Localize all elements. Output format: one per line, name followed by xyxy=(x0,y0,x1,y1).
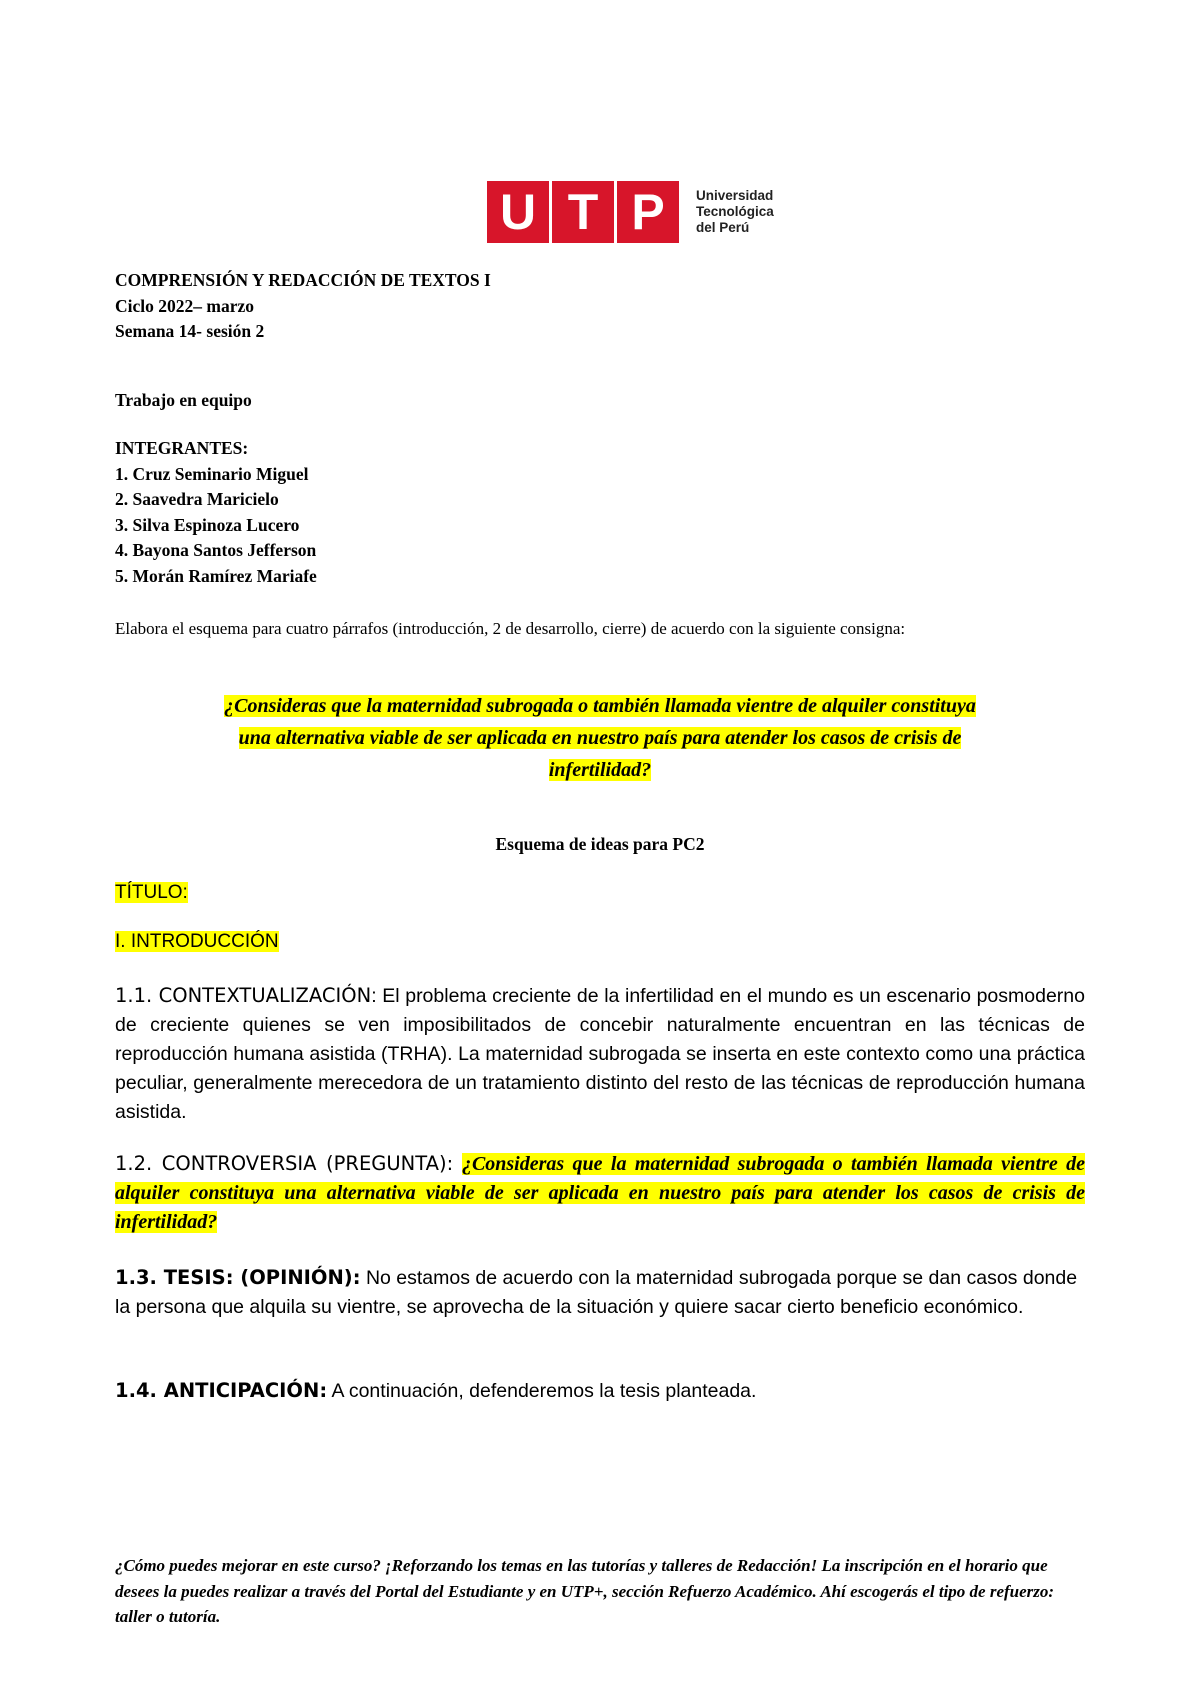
section-contextualizacion xyxy=(115,981,1085,1127)
logo-letter-u: U xyxy=(487,181,549,243)
member-item: 2. Saavedra Maricielo xyxy=(115,489,279,509)
prompt-question xyxy=(120,690,1080,786)
section-text: A continuación, defenderemos la tesis planteada. xyxy=(331,1380,757,1402)
section-label: 1.2. CONTROVERSIA (PREGUNTA): xyxy=(115,1152,454,1175)
members-label: INTEGRANTES: xyxy=(115,438,249,458)
member-item: 4. Bayona Santos Jefferson xyxy=(115,540,317,560)
logo-letter-p: P xyxy=(617,181,679,243)
question-line: ¿Consideras que la maternidad subrogada o también llamada vientre de alquiler constituya xyxy=(224,695,976,717)
schema-title: Esquema de ideas para PC2 xyxy=(495,834,705,854)
utp-logo xyxy=(487,181,774,243)
footer-note: ¿Cómo puedes mejorar en este curso? ¡Reforzando los temas en las tutorías y talleres de Redacción! La inscripción en el horario que desees la puedes realizar a través del Portal del Estudiante y en UTP+, sección Refuerzo Académico. Ahí escogerás el tipo de refuerzo: taller o tutoría. xyxy=(115,1556,1055,1626)
logo-letter-t: T xyxy=(552,181,614,243)
members-list xyxy=(115,436,1085,589)
member-item: 3. Silva Espinoza Lucero xyxy=(115,514,300,535)
section-label: 1.3. TESIS: (OPINIÓN): xyxy=(115,1266,361,1289)
section-question-text: ¿Consideras que la maternidad subrogada o también llamada vientre de alquiler constituya una alternativa viable de ser aplicada en nuestro país para atender los casos de crisis de infertilidad? xyxy=(115,1153,1085,1233)
question-line: una alternativa viable de ser aplicada en nuestro país para atender los casos de crisis de xyxy=(238,727,962,749)
section-tesis xyxy=(115,1263,1085,1322)
course-header xyxy=(115,268,1085,345)
logo-university-name: Universidad Tecnológica del Perú xyxy=(696,188,774,235)
section-anticipacion xyxy=(115,1376,1085,1406)
section-text: No estamos de acuerdo con la maternidad subrogada porque se dan casos donde la persona que alquila su vientre, se aprovecha de la situación y quiere sacar cierto beneficio económico. xyxy=(115,1267,1078,1318)
section-label: 1.1. CONTEXTUALIZACIÓN xyxy=(115,984,372,1007)
member-item: 1. Cruz Seminario Miguel xyxy=(115,463,309,484)
member-item: 5. Morán Ramírez Mariafe xyxy=(115,565,317,586)
titulo-heading: TÍTULO: xyxy=(115,882,188,903)
section-text: : El problema creciente de la infertilidad en el mundo es un escenario posmoderno de creciente quienes se ven imposibilitados de concebir naturalmente encuentran en las técnicas de reproducción humana asistida (TRHA). La maternidad subrogada se inserta en este contexto como una práctica peculiar, generalmente merecedora de un tratamiento distinto del resto de las técnicas de reproducción humana asistida. xyxy=(115,985,1085,1123)
question-line: infertilidad? xyxy=(548,759,652,781)
course-cycle: Ciclo 2022– marzo xyxy=(115,295,254,316)
section-controversia xyxy=(115,1149,1085,1237)
course-week: Semana 14- sesión 2 xyxy=(115,321,265,341)
team-label: Trabajo en equipo xyxy=(115,390,252,410)
section-label: 1.4. ANTICIPACIÓN: xyxy=(115,1379,328,1402)
introduction-heading: I. INTRODUCCIÓN xyxy=(115,931,279,952)
course-title: COMPRENSIÓN Y REDACCIÓN DE TEXTOS I xyxy=(115,270,491,290)
instruction-text: Elabora el esquema para cuatro párrafos (introducción, 2 de desarrollo, cierre) de acuerdo con la siguiente consigna: xyxy=(115,619,906,638)
